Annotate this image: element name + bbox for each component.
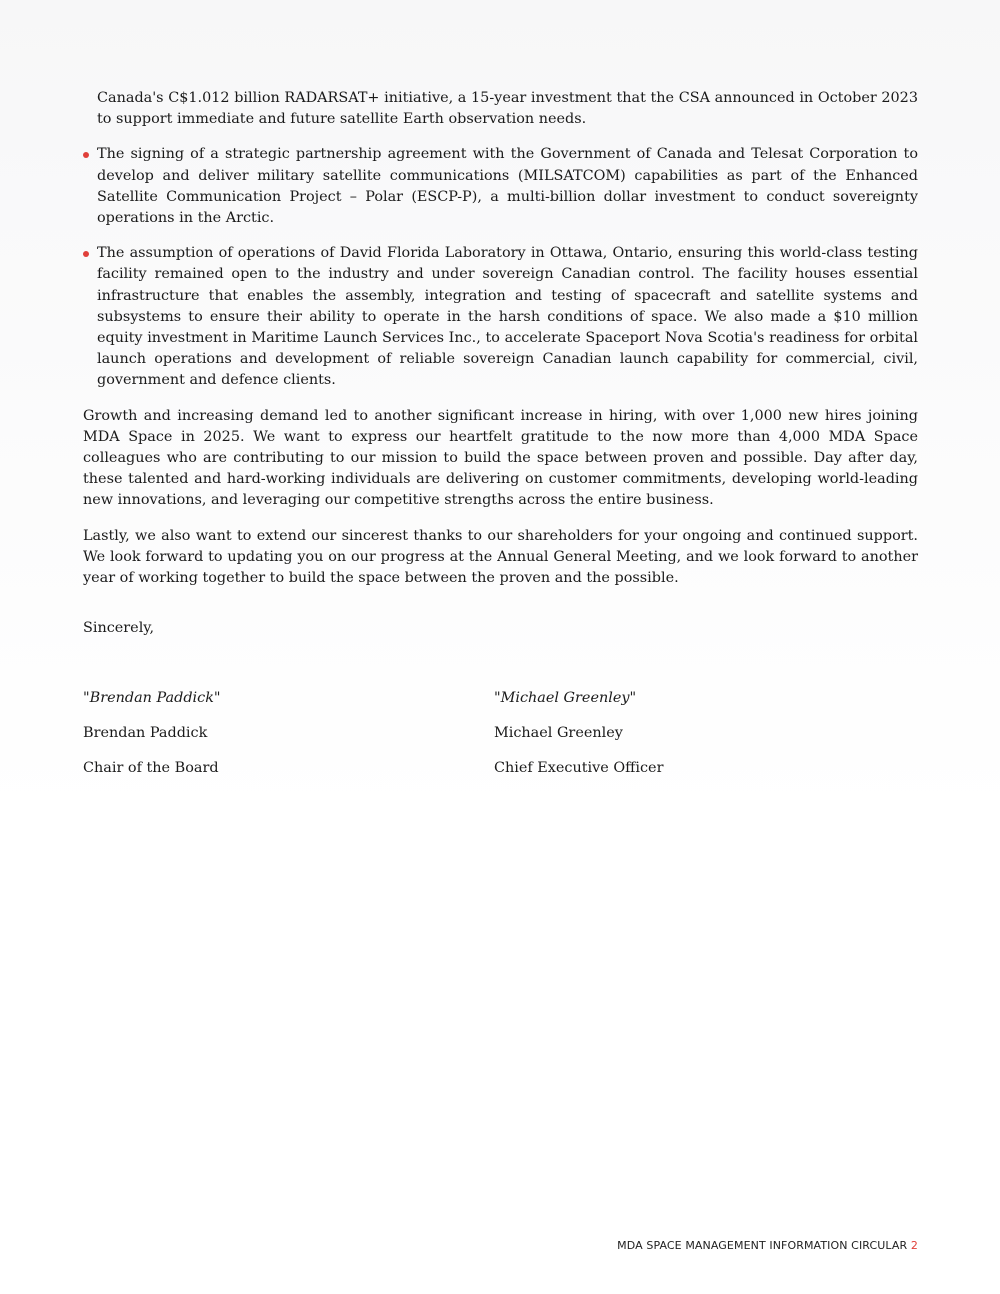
signature: "Michael Greenley" [494,690,637,706]
signatory-name: Brendan Paddick [83,725,208,741]
signatory-title: Chief Executive Officer [494,760,664,776]
thanks-paragraph: Lastly, we also want to extend our sincerest thanks to our shareholders for your ongoing and continued support. We look forward to updating you on our progress at the Annual General Meeting, and we look forward to another year of working together to build the space between the proven and the possible. [83,527,918,587]
continued-paragraph: Canada's C$1.012 billion RADARSAT+ initiative, a 15-year investment that the CSA announced in October 2023 to support immediate and future satellite Earth observation needs. [97,90,918,128]
list-item [83,243,918,391]
page-number: 2 [910,1239,918,1252]
signatory-title: Chair of the Board [83,760,219,776]
page-footer [617,1239,918,1252]
letter-body [83,88,918,589]
bullet-icon [83,251,89,257]
list-item-text: The assumption of operations of David Florida Laboratory in Ottawa, Ontario, ensuring this world-class testing facility remained open to the industry and under sovereign Canadian control. The facility houses essential infrastructure that enables the assembly, integration and testing of spacecraft and satellite systems and subsystems to ensure their ability to operate in the harsh conditions of space. We also made a $10 million equity investment in Maritime Launch Services Inc., to accelerate Spaceport Nova Scotia's readiness for orbital launch operations and development of reliable sovereign Canadian launch capability for commercial, civil, government and defence clients. [97,245,918,389]
hiring-paragraph: Growth and increasing demand led to another significant increase in hiring, with over 1,000 new hires joining MDA Space in 2025. We want to express our heartfelt gratitude to the now more than 4,000 MDA Space colleagues who are contributing to our mission to build the space between proven and possible. Day after day, these talented and hard-working individuals are delivering on customer commitments, developing world-leading new innovations, and leveraging our competitive strengths across the entire business. [83,407,918,509]
signature: "Brendan Paddick" [83,690,221,706]
footer-label: MDA SPACE MANAGEMENT INFORMATION CIRCULAR [617,1239,908,1252]
list-item [83,144,918,229]
signatory-name: Michael Greenley [494,725,623,741]
closing-text: Sincerely, [83,620,155,636]
bullet-icon [83,152,89,158]
list-item-text: The signing of a strategic partnership agreement with the Government of Canada and Telesat Corporation to develop and deliver military satellite communications (MILSATCOM) capabilities as part of the Enhanced Satellite Communication Project – Polar (ESCP-P), a multi-billion dollar investment to conduct sovereignty operations in the Arctic. [97,146,918,227]
